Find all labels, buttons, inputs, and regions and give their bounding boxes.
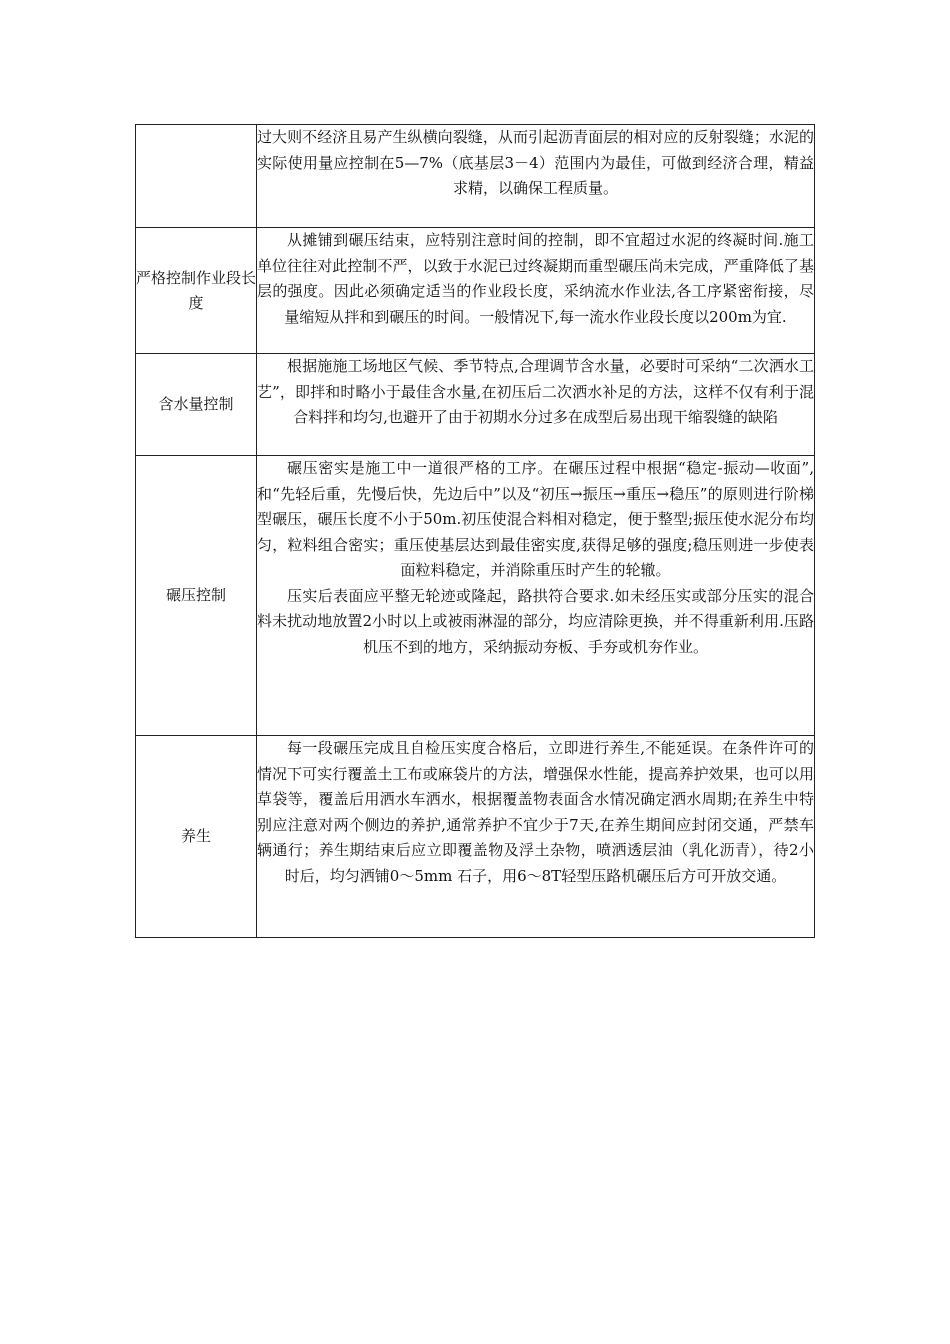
row-content (257, 456, 815, 736)
table-row (136, 228, 815, 354)
content-paragraph: 碾压密实是施工中一道很严格的工序。在碾压过程中根据“稳定-振动—收面”,和“先轻后重，先慢后快，先边后中”以及“初压→振压→重压→稳压”的原则进行阶梯型碾压，碾压长度不小于50m.初压使混合料相对稳定，便于整型;振压使水泥分布均匀，粒料组合密实；重压使基层达到最佳密实度,获得足够的强度;稳压则进一步使表面粒料稳定，并消除重压时产生的轮辙。 (257, 459, 814, 579)
content-paragraph: 根据施施工场地区气候、季节特点,合理调节含水量，必要时可采纳“二次洒水工艺”，即拌和时略小于最佳含水量,在初压后二次洒水补足的方法，这样不仅有利于混合料拌和均匀,也避开了由于初期水分过多在成型后易出现干缩裂缝的缺陷 (257, 357, 814, 426)
construction-spec-table (135, 124, 815, 938)
row-label: 碾压控制 (136, 456, 257, 736)
row-content (257, 736, 815, 938)
row-label (136, 125, 257, 228)
content-paragraph: 过大则不经济且易产生纵横向裂缝，从而引起沥青面层的相对应的反射裂缝；水泥的实际使用量应控制在5—7%（底基层3－4）范围内为最佳，可做到经济合理，精益求精，以确保工程质量。 (257, 128, 814, 197)
content-paragraph: 压实后表面应平整无轮迹或隆起，路拱符合要求.如未经压实或部分压实的混合料未扰动地放置2小时以上或被雨淋湿的部分，均应清除更换，并不得重新利用.压路机压不到的地方，采纳振动夯板、手夯或机夯作业。 (257, 586, 814, 656)
row-content (257, 354, 815, 456)
row-label: 严格控制作业段长度 (136, 228, 257, 354)
table-row (136, 125, 815, 228)
row-content (257, 228, 815, 354)
table-row (136, 354, 815, 456)
row-label: 含水量控制 (136, 354, 257, 456)
content-paragraph: 从摊铺到碾压结束，应特别注意时间的控制，即不宜超过水泥的终凝时间.施工单位往往对此控制不严，以致于水泥已过终凝期而重型碾压尚未完成，严重降低了基层的强度。因此必须确定适当的作业段长度，采纳流水作业法,各工序紧密衔接，尽量缩短从拌和到碾压的时间。一般情况下,每一流水作业段长度以200m为宜. (257, 231, 814, 326)
table-row (136, 736, 815, 938)
content-paragraph: 每一段碾压完成且自检压实度合格后，立即进行养生,不能延误。在条件许可的情况下可实行覆盖土工布或麻袋片的方法，增强保水性能，提高养护效果，也可以用草袋等，覆盖后用洒水车洒水，根据覆盖物表面含水情况确定洒水周期;在养生中特别应注意对两个侧边的养护,通常养护不宜少于7天,在养生期间应封闭交通，严禁车辆通行；养生期结束后应立即覆盖物及浮土杂物，喷洒透层油（乳化沥青），待2小时后，均匀洒铺0～5mm 石子，用6～8T轻型压路机碾压后方可开放交通。 (257, 739, 814, 885)
row-label: 养生 (136, 736, 257, 938)
table-row (136, 456, 815, 736)
row-content (257, 125, 815, 228)
